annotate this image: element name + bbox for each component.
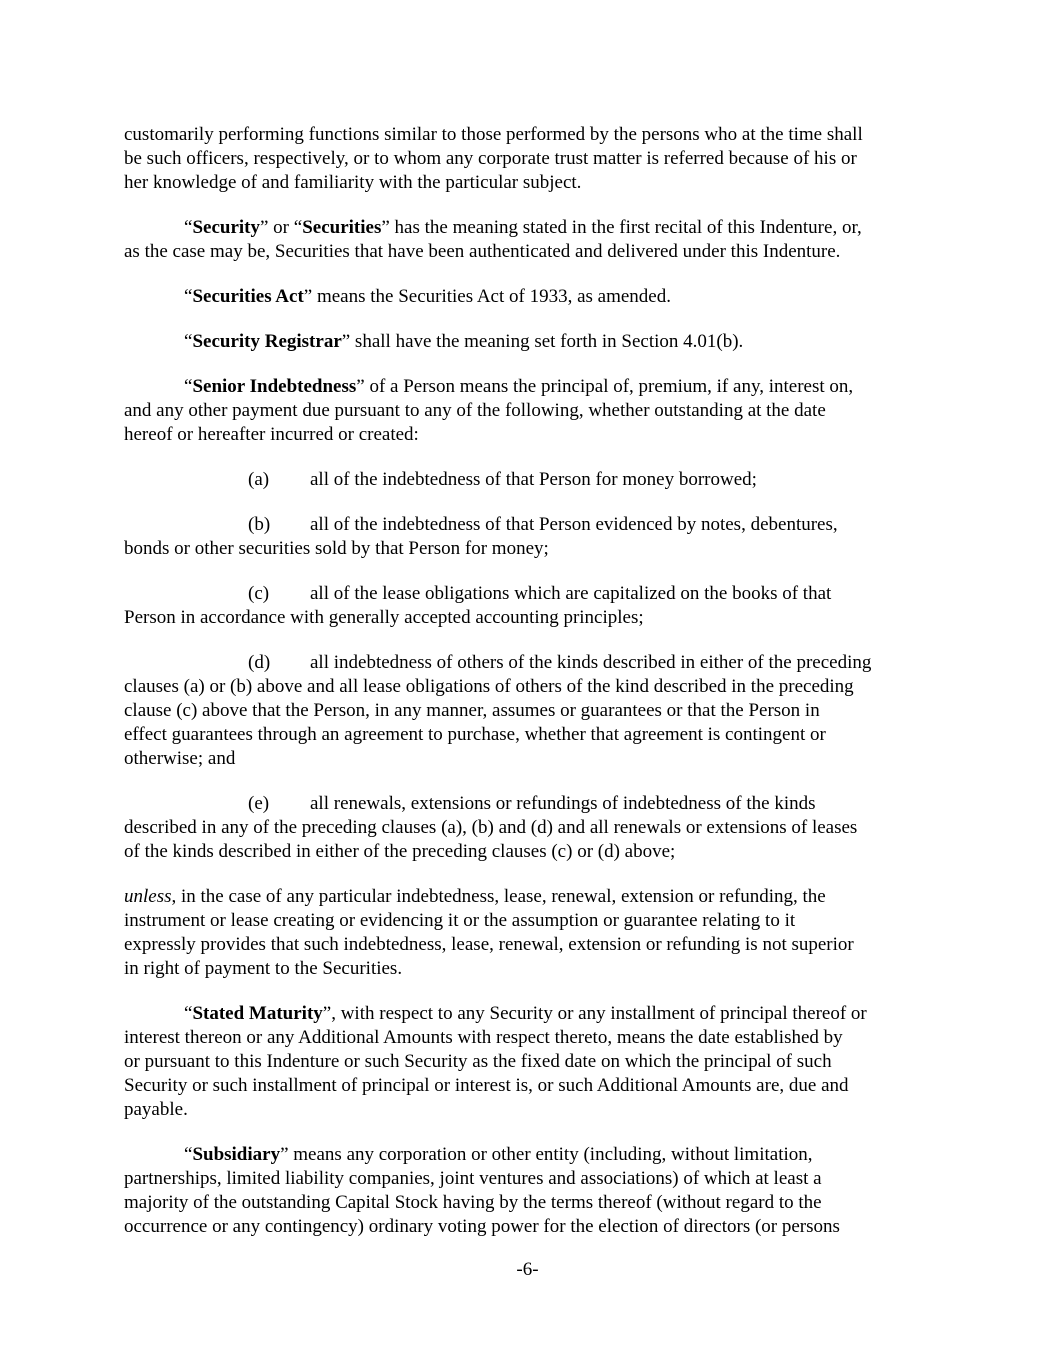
text-line: expressly provides that such indebtedness, lease, renewal, extension or refunding is not superior — [124, 934, 854, 955]
text-line: hereof or hereafter incurred or created: — [124, 424, 419, 445]
open-quote: “ — [184, 217, 193, 238]
text-fragment: all of the indebtedness of that Person for money borrowed; — [310, 469, 757, 490]
clause-b — [124, 513, 934, 561]
text-line — [124, 1143, 934, 1167]
text-line: in right of payment to the Securities. — [124, 958, 403, 979]
text-line: her knowledge of and familiarity with the particular subject. — [124, 172, 582, 193]
open-quote: “ — [184, 331, 193, 352]
clause-label: (a) — [248, 469, 270, 490]
text-line: Security or such installment of principal or interest is, or such Additional Amounts are, due and — [124, 1075, 849, 1096]
text-fragment: , in the case of any particular indebtedness, lease, renewal, extension or refunding, the — [171, 886, 826, 907]
text-line — [124, 216, 934, 240]
text-line — [124, 651, 934, 675]
text-line — [124, 1002, 934, 1026]
clause-e — [124, 792, 934, 864]
definition-securities-act — [124, 285, 934, 309]
text-fragment: ” means the Securities Act of 1933, as amended. — [303, 286, 671, 307]
clause-c — [124, 582, 934, 630]
text-line: majority of the outstanding Capital Stock having by the terms thereof (without regard to the — [124, 1192, 822, 1213]
text-fragment: ” of a Person means the principal of, premium, if any, interest on, — [356, 376, 854, 397]
text-line: bonds or other securities sold by that Person for money; — [124, 538, 549, 559]
page-number: -6- — [516, 1259, 539, 1280]
text-line: of the kinds described in either of the preceding clauses (c) or (d) above; — [124, 841, 676, 862]
open-quote: “ — [184, 1144, 193, 1165]
clause-label: (b) — [248, 514, 271, 535]
definition-subsidiary — [124, 1143, 934, 1239]
defined-term: Stated Maturity — [192, 1003, 323, 1024]
defined-term: Security — [192, 217, 260, 238]
text-line — [124, 375, 934, 399]
defined-term: Senior Indebtedness — [192, 376, 357, 397]
text-fragment: all indebtedness of others of the kinds described in either of the preceding — [310, 652, 872, 673]
text-line: otherwise; and — [124, 748, 236, 769]
clause-label: (d) — [248, 652, 271, 673]
text-line: payable. — [124, 1099, 188, 1120]
text-line: instrument or lease creating or evidencing it or the assumption or guarantee relating to it — [124, 910, 796, 931]
definition-senior-indebtedness — [124, 375, 934, 447]
open-quote: “ — [184, 286, 193, 307]
open-quote: “ — [184, 1003, 193, 1024]
text-fragment: all of the lease obligations which are capitalized on the books of that — [310, 583, 832, 604]
italic-term: unless — [124, 886, 172, 907]
text-fragment: ” shall have the meaning set forth in Section 4.01(b). — [341, 331, 744, 352]
text-fragment: ” means any corporation or other entity (including, without limitation, — [280, 1144, 813, 1165]
clause-a — [124, 468, 934, 492]
text-line — [124, 330, 934, 354]
document-page — [124, 123, 934, 1260]
text-fragment: ” or “ — [259, 217, 303, 238]
text-line: clauses (a) or (b) above and all lease obligations of others of the kind described in the preceding — [124, 676, 854, 697]
text-fragment: ” has the meaning stated in the first recital of this Indenture, or, — [381, 217, 862, 238]
defined-term: Subsidiary — [192, 1144, 281, 1165]
clause-d — [124, 651, 934, 771]
definition-security — [124, 216, 934, 264]
defined-term: Securities Act — [192, 286, 304, 307]
text-line — [124, 468, 934, 492]
text-fragment: ”, with respect to any Security or any installment of principal thereof or — [322, 1003, 867, 1024]
text-line — [124, 582, 934, 606]
definition-security-registrar — [124, 330, 934, 354]
text-line: as the case may be, Securities that have been authenticated and delivered under this Indenture. — [124, 241, 841, 262]
text-fragment: all renewals, extensions or refundings of indebtedness of the kinds — [310, 793, 816, 814]
defined-term: Security Registrar — [192, 331, 342, 352]
text-fragment: all of the indebtedness of that Person evidenced by notes, debentures, — [310, 514, 838, 535]
open-quote: “ — [184, 376, 193, 397]
text-line: occurrence or any contingency) ordinary voting power for the election of directors (or persons — [124, 1216, 840, 1237]
clause-label: (c) — [248, 583, 270, 604]
text-line: customarily performing functions similar to those performed by the persons who at the time shall — [124, 124, 863, 145]
defined-term: Securities — [302, 217, 382, 238]
unless-paragraph — [124, 885, 934, 981]
text-line: partnerships, limited liability companies, joint ventures and associations) of which at least a — [124, 1168, 822, 1189]
text-line: Person in accordance with generally accepted accounting principles; — [124, 607, 644, 628]
text-line: effect guarantees through an agreement to purchase, whether that agreement is contingent or — [124, 724, 826, 745]
text-line: or pursuant to this Indenture or such Security as the fixed date on which the principal of such — [124, 1051, 832, 1072]
text-line: described in any of the preceding clauses (a), (b) and (d) and all renewals or extensions of leases — [124, 817, 858, 838]
definition-stated-maturity — [124, 1002, 934, 1122]
paragraph-continuation — [124, 123, 934, 195]
text-line — [124, 792, 934, 816]
text-line — [124, 885, 934, 909]
text-line — [124, 285, 934, 309]
clause-label: (e) — [248, 793, 270, 814]
text-line — [124, 513, 934, 537]
text-line: and any other payment due pursuant to any of the following, whether outstanding at the date — [124, 400, 826, 421]
text-line: clause (c) above that the Person, in any manner, assumes or guarantees or that the Person in — [124, 700, 820, 721]
text-line: be such officers, respectively, or to whom any corporate trust matter is referred because of his or — [124, 148, 857, 169]
text-line: interest thereon or any Additional Amounts with respect thereto, means the date established by — [124, 1027, 843, 1048]
